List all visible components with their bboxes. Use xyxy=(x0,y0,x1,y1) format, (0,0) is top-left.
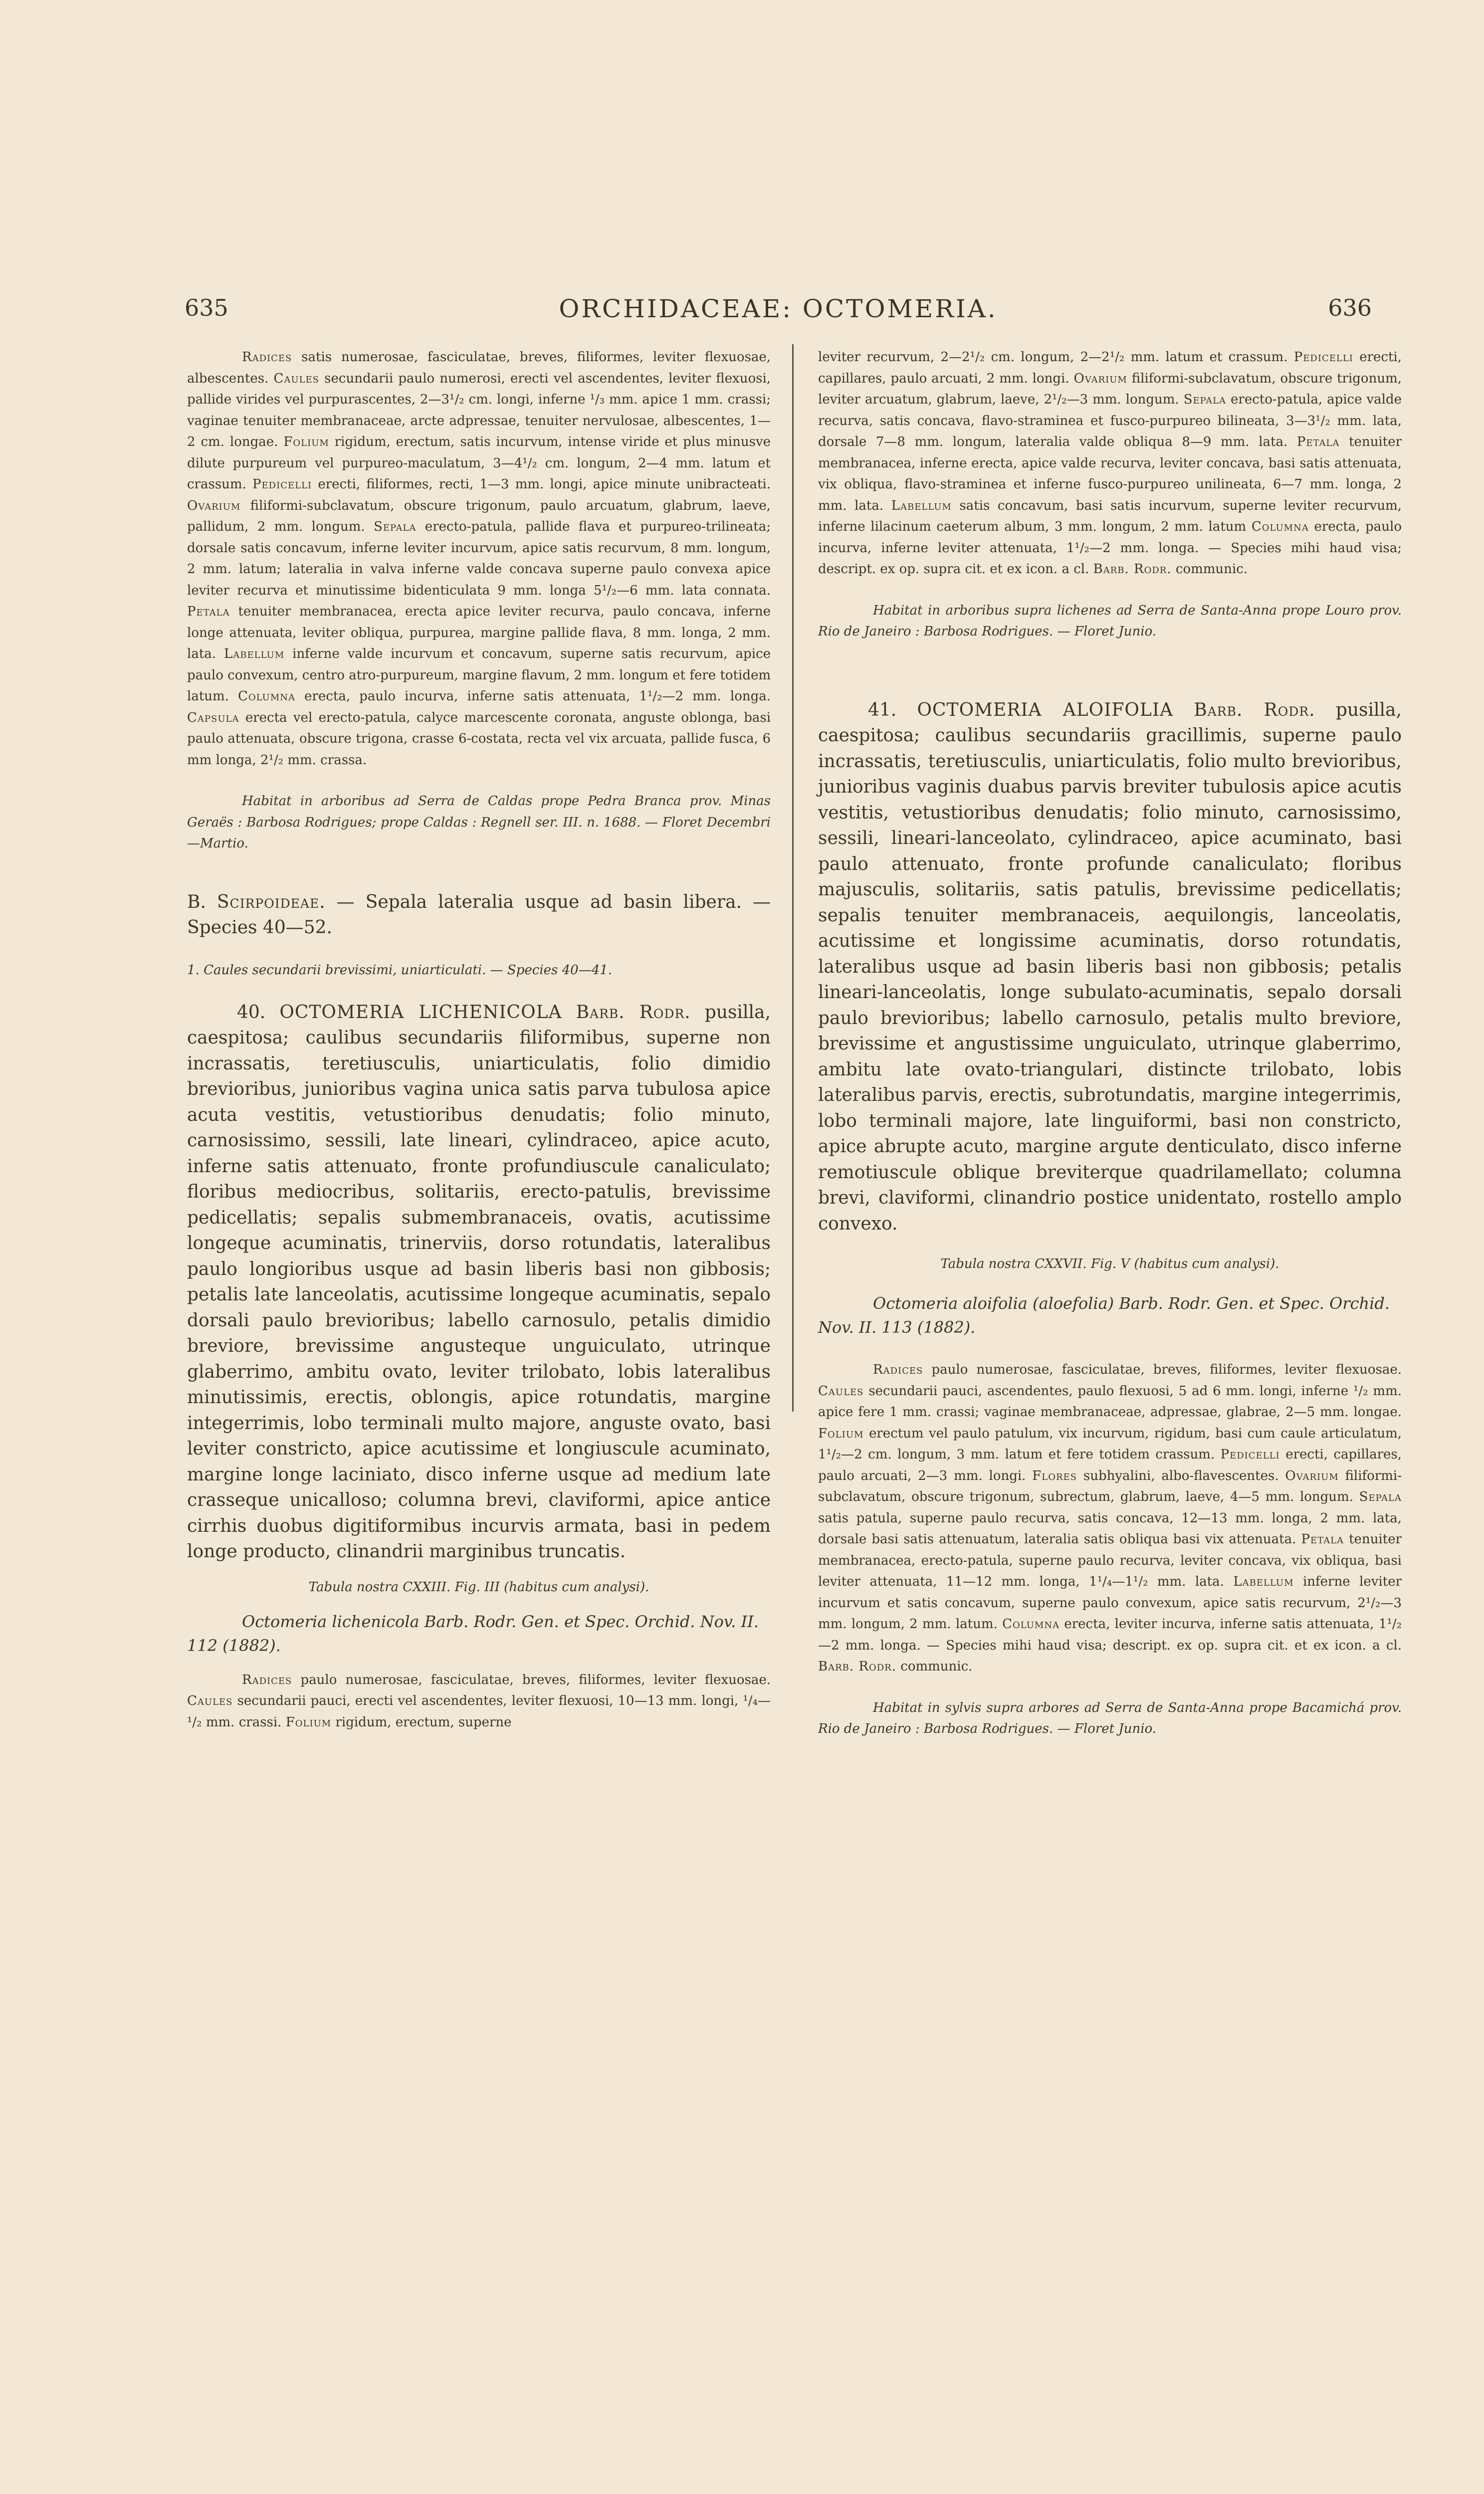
description-paragraph: Radices paulo numerosae, fasciculatae, breves, filiformes, leviter flexuosae. Caules secundarii pauci, ascendentes, paulo flexuosi, 5 ad 6 mm. longi, inferne ¹/₂ mm. apice fere 1 mm. crassi; vaginae membranaceae, adpressae, glabrae, 2—5 mm. longae. Folium erectum vel paulo patulum, vix incurvum, rigidum, basi cum caule articulatum, 1¹/₂—2 cm. longum, 3 mm. latum et fere totidem crassum. Pedicelli erecti, capillares, paulo arcuati, 2—3 mm. longi. Flores subhyalini, albo-flavescentes. Ovarium filiformi-subclavatum, obscure trigonum, subrectum, glabrum, laeve, 4—5 mm. longum. Sepala satis patula, superne paulo recurva, satis concava, 12—13 mm. longa, 2 mm. lata, dorsale basi satis attenuatum, lateralia satis obliqua basi vix attenuata. Petala tenuiter membranacea, erecto-patula, superne paulo recurva, leviter concava, vix obliqua, basi leviter attenuata, 11—12 mm. longa, 1¹/₄—1¹/₂ mm. lata. Labellum inferne leviter incurvum et satis concavum, superne paulo convexum, apice satis recurvum, 2¹/₂—3 mm. longum, 2 mm. latum. Columna erecta, leviter incurva, inferne satis attenuata, 1¹/₂—2 mm. longa. — Species mihi haud visa; descript. ex op. supra cit. et ex icon. a cl. Barb. Rodr. communic. xyxy=(818,1362,1402,1674)
species-group-heading: 1. Caules secundarii brevissimi, uniarticulati. — Species 40—41. xyxy=(187,962,613,978)
running-head: ORCHIDACEAE: OCTOMERIA. xyxy=(559,294,998,323)
section-heading: B. Scirpoideae. — Sepala lateralia usque ad basin libera. — Species 40—52. xyxy=(187,891,771,938)
column-divider xyxy=(792,344,794,1412)
habitat-note: Habitat in arboribus ad Serra de Caldas prope Pedra Branca prov. Minas Geraës : Barbosa Rodrigues; prope Caldas : Regnell ser. III. n. 1688. — Floret Decembri—Martio. xyxy=(187,794,771,851)
habitat-note: Habitat in arboribus supra lichenes ad Serra de Santa-Anna prope Louro prov. Rio de Janeiro : Barbosa Rodrigues. — Floret Junio. xyxy=(818,603,1402,639)
description-paragraph: Radices satis numerosae, fasciculatae, breves, filiformes, leviter flexuosae, albescentes. Caules secundarii paulo numerosi, erecti vel ascendentes, leviter flexuosi, pallide virides vel purpurascentes, 2—3¹/₂ cm. longi, inferne ¹/₃ mm. apice 1 mm. crassi; vaginae tenuiter membranaceae, arcte adpressae, tenuiter nervulosae, albescentes, 1—2 cm. longae. Folium rigidum, erectum, satis incurvum, intense viride et plus minusve dilute purpureum vel purpureo-maculatum, 3—4¹/₂ cm. longum, 2—4 mm. latum et crassum. Pedicelli erecti, filiformes, recti, 1—3 mm. longi, apice minute unibracteati. Ovarium filiformi-subclavatum, obscure trigonum, paulo arcuatum, glabrum, laeve, pallidum, 2 mm. longum. Sepala erecto-patula, pallide flava et purpureo-trilineata; dorsale satis concavum, inferne leviter incurvum, apice satis recurvum, 8 mm. longum, 2 mm. latum; lateralia in valva inferne valde concava superne paulo convexa apice leviter recurva et minutissime bidenticulata 9 mm. longa 5¹/₂—6 mm. lata connata. Petala tenuiter membranacea, erecta apice leviter recurva, paulo concava, inferne longe attenuata, leviter obliqua, purpurea, margine pallide flava, 8 mm. longa, 2 mm. lata. Labellum inferne valde incurvum et concavum, superne satis recurvum, apice paulo convexum, centro atro-purpureum, margine flavum, 2 mm. longum et fere totidem latum. Columna erecta, paulo incurva, inferne satis attenuata, 1¹/₂—2 mm. longa. Capsula erecta vel erecto-patula, calyce marcescente coronata, anguste oblonga, basi paulo attenuata, obscure trigona, crasse 6-costata, recta vel vix arcuata, pallide fusca, 6 mm longa, 2¹/₂ mm. crassa. xyxy=(187,350,771,768)
page-number-right: 636 xyxy=(1328,294,1372,321)
page-number-left: 635 xyxy=(185,294,228,321)
page-header xyxy=(185,294,1372,329)
synonym-citation: Octomeria lichenicola Barb. Rodr. Gen. et Spec. Orchid. Nov. II. 112 (1882). xyxy=(187,1612,759,1655)
description-paragraph: leviter recurvum, 2—2¹/₂ cm. longum, 2—2¹/₂ mm. latum et crassum. Pedicelli erecti, capillares, paulo arcuati, 2 mm. longi. Ovarium filiformi-subclavatum, obscure trigonum, leviter arcuatum, glabrum, laeve, 2¹/₂—3 mm. longum. Sepala erecto-patula, apice valde recurva, satis concava, flavo-straminea et fusco-purpureo bilineata, 3—3¹/₂ mm. lata, dorsale 7—8 mm. longum, lateralia valde obliqua 8—9 mm. lata. Petala tenuiter membranacea, inferne erecta, apice valde recurva, leviter concava, basi satis attenuata, vix obliqua, flavo-straminea et inferne fusco-purpureo unilineata, 6—7 mm. longa, 2 mm. lata. Labellum satis concavum, basi satis incurvum, superne leviter recurvum, inferne lilacinum caeterum album, 3 mm. longum, 2 mm. latum Columna erecta, paulo incurva, inferne leviter attenuata, 1¹/₂—2 mm. longa. — Species mihi haud visa; descript. ex op. supra cit. et ex icon. a cl. Barb. Rodr. communic. xyxy=(818,350,1402,577)
species-41-diagnosis: 41. OCTOMERIA ALOIFOLIA Barb. Rodr. pusilla, caespitosa; caulibus secundariis gracillimis, superne paulo incrassatis, teretiusculis, uniarticulatis, folio multo brevioribus, junioribus vaginis duabus parvis breviter tubulosis apice acutis vestitis, vetustioribus denudatis; folio minuto, carnosissimo, sessili, lineari-lanceolato, cylindraceo, apice acuminato, basi paulo attenuato, fronte profunde canaliculato; floribus majusculis, solitariis, satis patulis, brevissime pedicellatis; sepalis tenuiter membranaceis, aequilongis, lanceolatis, acutissime et longissime acuminatis, dorso rotundatis, lateralibus usque ad basin liberis basi non gibbosis; petalis lineari-lanceolatis, longe subulato-acuminatis, sepalo dorsali paulo brevioribus; labello carnosulo, petalis multo breviore, brevissime et angustissime unguiculato, utrinque glaberrimo, ambitu late ovato-triangulari, distincte trilobato, lobis lateralibus parvis, erectis, subrotundatis, margine integerrimis, lobo terminali majore, late linguiformi, basi non constricto, apice abrupte acuto, margine argute denticulato, disco inferne remotiuscule oblique breviterque quadrilamellato; columna brevi, claviformi, clinandrio postice unidentato, rostello amplo convexo. xyxy=(818,699,1402,1234)
right-column xyxy=(818,347,1402,1740)
plate-reference: Tabula nostra CXXIII. Fig. III (habitus cum analysi). xyxy=(308,1579,649,1595)
description-paragraph: Radices paulo numerosae, fasciculatae, breves, filiformes, leviter flexuosae. Caules secundarii pauci, erecti vel ascendentes, leviter flexuosi, 10—13 mm. longi, ¹/₄—¹/₂ mm. crassi. Folium rigidum, erectum, superne xyxy=(187,1672,771,1730)
species-40-diagnosis: 40. OCTOMERIA LICHENICOLA Barb. Rodr. pusilla, caespitosa; caulibus secundariis filiformibus, superne non incrassatis, teretiusculis, uniarticulatis, folio dimidio brevioribus, junioribus vagina unica satis parva tubulosa apice acuta vestitis, vetustioribus denudatis; folio minuto, carnosissimo, sessili, late lineari, cylindraceo, apice acuto, inferne satis attenuato, fronte profundiuscule canaliculato; floribus mediocribus, solitariis, erecto-patulis, brevissime pedicellatis; sepalis submembranaceis, ovatis, acutissime longeque acuminatis, trinerviis, dorso rotundatis, lateralibus paulo longioribus usque ad basin liberis basi non gibbosis; petalis late lanceolatis, acutissime longeque acuminatis, sepalo dorsali paulo brevioribus; labello carnosulo, petalis dimidio breviore, brevissime angusteque unguiculato, utrinque glaberrimo, ambitu ovato, leviter trilobato, lobis lateralibus minutissimis, erectis, oblongis, apice rotundatis, margine integerrimis, lobo terminali multo majore, anguste ovato, basi leviter constricto, apice acutissime et longiuscule acuminato, margine longe laciniato, disco inferne usque ad medium late crasseque unicalloso; columna brevi, claviformi, apice antice cirrhis duobus digitiformibus incurvis armata, basi in pedem longe producto, clinandrii marginibus truncatis. xyxy=(187,1002,771,1562)
plate-reference: Tabula nostra CXXVII. Fig. V (habitus cum analysi). xyxy=(940,1256,1279,1271)
left-column xyxy=(187,347,771,1733)
habitat-note: Habitat in sylvis supra arbores ad Serra de Santa-Anna prope Bacamichá prov. Rio de Janeiro : Barbosa Rodrigues. — Floret Junio. xyxy=(818,1700,1402,1736)
synonym-citation: Octomeria aloifolia (aloefolia) Barb. Rodr. Gen. et Spec. Orchid. Nov. II. 113 (1882). xyxy=(818,1294,1390,1337)
